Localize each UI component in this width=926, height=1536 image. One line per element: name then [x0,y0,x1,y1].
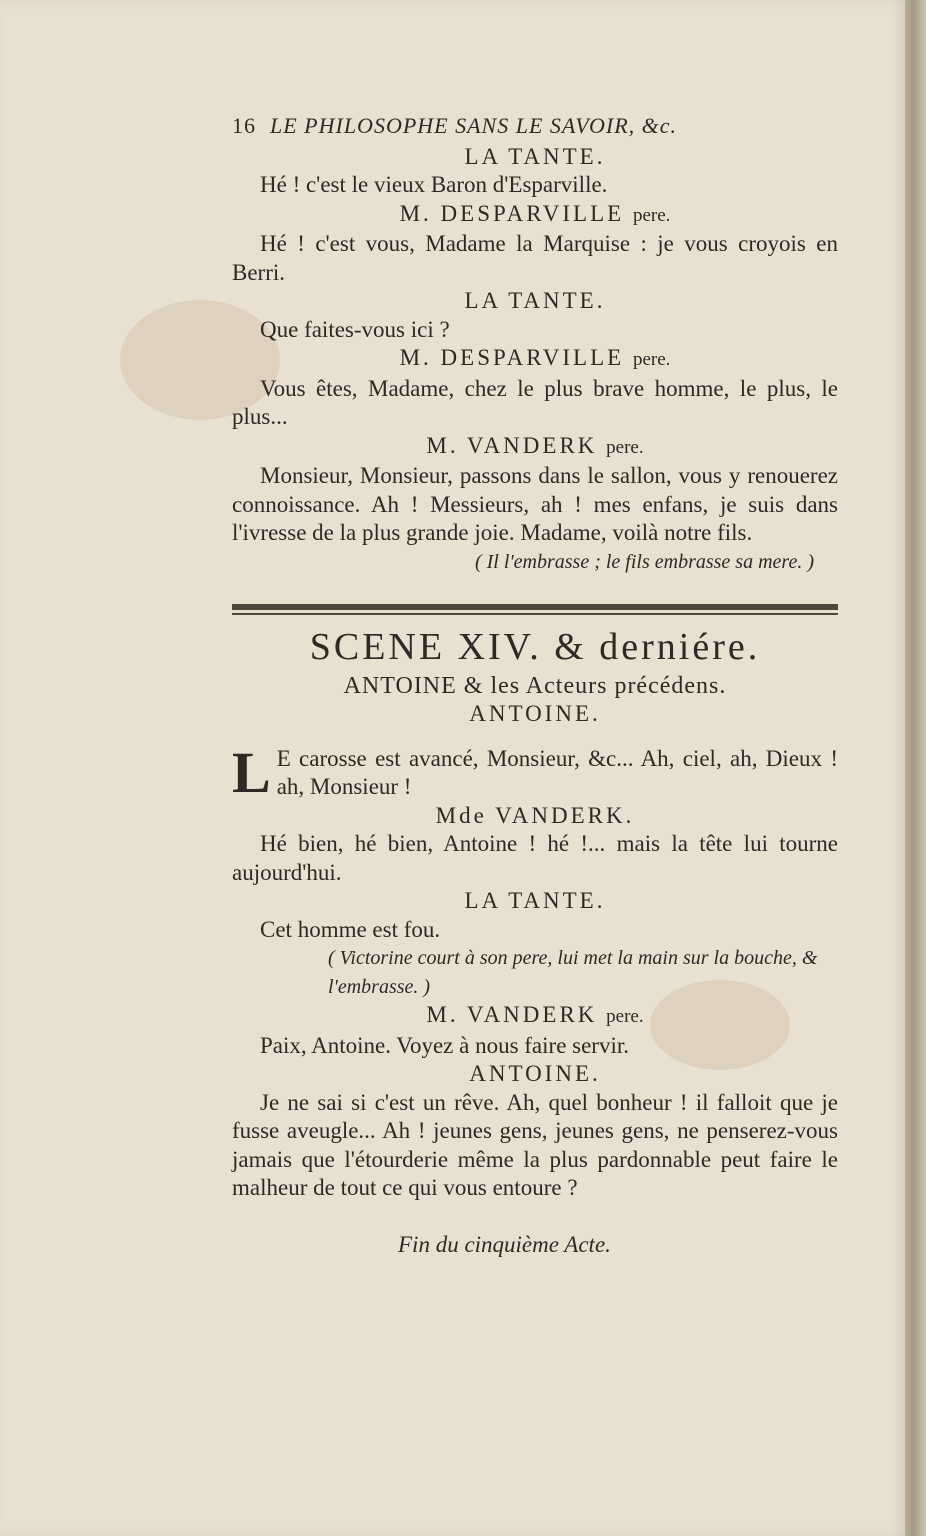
speaker-name [232,200,838,231]
page-number: 16 [232,113,256,138]
first-speech [232,739,838,805]
dialogue-line: Paix, Antoine. Voyez à nous faire servir. [260,1032,629,1058]
first-speech-text: E carosse est avancé, Monsieur, &c... Ah, ciel, ah, Dieux ! ah, Monsieur ! [276,745,838,799]
speaker-label: M. DESPARVILLE [399,200,625,226]
speaker-name: ANTOINE. [469,701,601,726]
speaker-name [232,143,838,172]
speaker-label: Mde VANDERK. [435,802,635,828]
rule-thick [232,604,838,610]
dialogue-line: Hé ! c'est vous, Madame la Marquise : je vous croyois en Berri. [232,231,838,285]
stage-direction: ( Victorine court à son pere, lui met la main sur la bouche, & l'embrasse. ) [328,947,818,998]
running-header [232,112,838,141]
dialogue-line: Hé bien, hé bien, Antoine ! hé !... mais la tête lui tourne aujourd'hui. [232,831,838,885]
dialogue-line: Cet homme est fou. [260,916,441,942]
scene-13-end [232,143,838,577]
scene-subtitle: ANTOINE & les Acteurs précédens. [343,672,727,699]
stage-direction: ( Il l'embrasse ; le fils embrasse sa mere. ) [474,550,814,573]
section-divider [232,604,838,615]
speaker-name [232,432,838,463]
speaker-label: M. VANDERK [426,1002,598,1027]
speaker-suffix: pere. [606,436,644,458]
speaker-label: LA TANTE. [464,288,606,313]
dialogue-line: Je ne sai si c'est un rêve. Ah, quel bonheur ! il falloit que je fusse aveugle... Ah ! jeunes gens, jeunes gens, ne penserez-vous jamais que l'étourderie même la plus pardonnable peut faire le malheur de tout ce qui vous entoure ? [232,1089,838,1200]
speaker-name [232,1001,838,1032]
speaker-name [232,287,838,316]
rule-thin [232,613,838,615]
page-edge [905,0,926,1536]
scene-title: SCENE XIV. & derniére. [309,626,761,668]
dialogue-line: Monsieur, Monsieur, passons dans le sallon, vous y renouerez connoissance. Ah ! Messieurs, ah ! mes enfans, je suis dans l'ivresse de la plus grande joie. Madame, voilà notre fils. [232,463,838,545]
speaker-name [232,1060,838,1089]
speaker-label: M. DESPARVILLE [399,345,625,370]
speaker-suffix: pere. [632,204,671,226]
speaker-label: LA TANTE. [464,143,606,169]
speaker-name [232,344,838,375]
speaker-name [232,802,838,831]
dialogue-line: Hé ! c'est le vieux Baron d'Esparville. [260,172,608,197]
speaker-label: LA TANTE. [464,888,606,913]
text-block [232,112,838,1259]
scene-14-body [232,802,838,1203]
speaker-name [232,887,838,916]
dialogue-line: Que faites-vous ici ? [260,316,450,342]
speaker-suffix: pere. [632,349,671,370]
speaker-label: M. VANDERK [426,432,598,458]
running-title: LE PHILOSOPHE SANS LE SAVOIR, &c. [270,113,678,138]
end-of-act: Fin du cinquième Acte. [398,1231,611,1257]
speaker-label: ANTOINE. [469,1061,601,1086]
dialogue-line: Vous êtes, Madame, chez le plus brave homme, le plus, le plus... [232,375,838,429]
speaker-suffix: pere. [606,1006,644,1027]
drop-cap: L [232,739,271,805]
